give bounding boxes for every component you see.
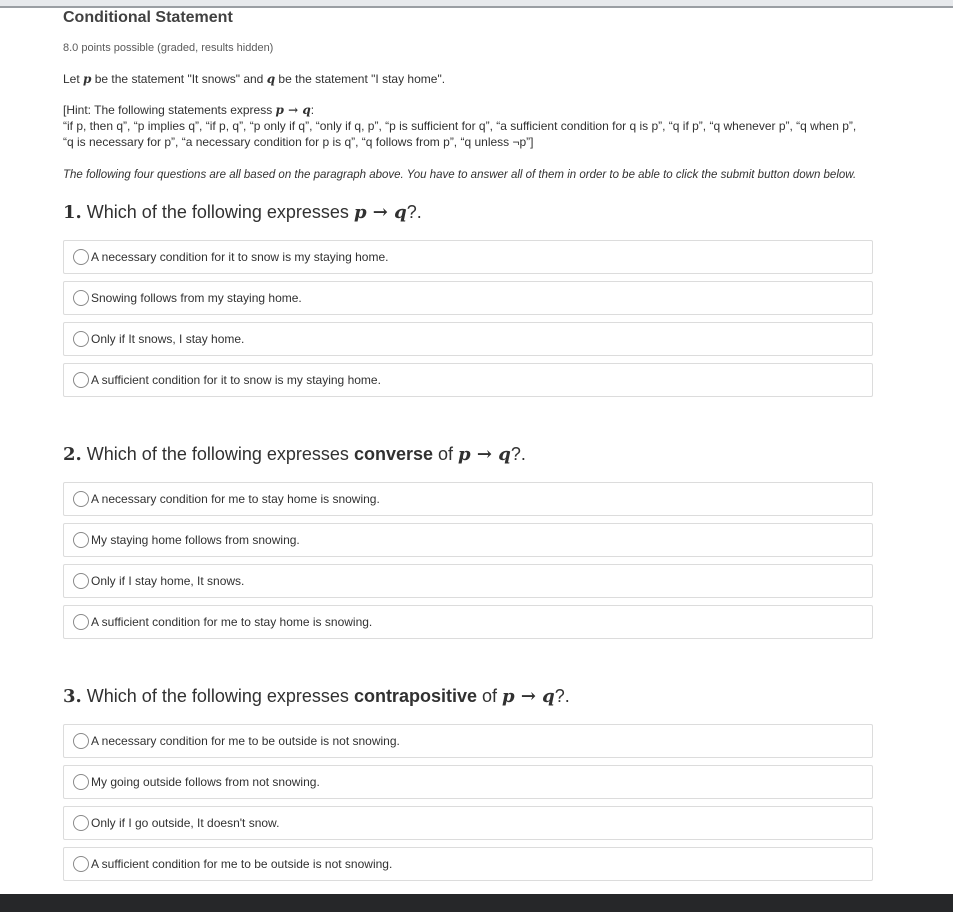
radio-button[interactable] [73,532,89,548]
choice-1c[interactable]: Only if It snows, I stay home. [63,322,873,356]
radio-button[interactable] [73,774,89,790]
problem-title: Conditional Statement [63,9,233,26]
problem-statement [63,71,873,87]
choice-1d[interactable]: A sufficient condition for it to snow is my staying home. [63,363,873,397]
question-3-prompt: 3. Which of the following expresses contrapositive of p → q?. [63,686,570,707]
hint-intro: [Hint: The following statements express p → q: [63,103,315,117]
radio-button[interactable] [73,856,89,872]
question-2 [63,442,873,639]
radio-button[interactable] [73,249,89,265]
choice-3b[interactable]: My going outside follows from not snowing. [63,765,873,799]
radio-button[interactable] [73,372,89,388]
choice-3c[interactable]: Only if I go outside, It doesn't snow. [63,806,873,840]
question-2-choices [63,482,873,639]
choice-3a[interactable]: A necessary condition for me to be outside is not snowing. [63,724,873,758]
choice-2d[interactable]: A sufficient condition for me to stay home is snowing. [63,605,873,639]
statement-text: Let [63,72,84,86]
expression: p → q [501,686,555,707]
points-info: 8.0 points possible (graded, results hidden) [63,42,274,54]
expression: p → q [353,202,407,223]
hint-block [63,102,873,150]
choice-1a[interactable]: A necessary condition for it to snow is my staying home. [63,240,873,274]
choice-2b[interactable]: My staying home follows from snowing. [63,523,873,557]
question-3 [63,684,873,881]
variable-p: p [83,72,92,86]
hint-expression: p → q [275,103,311,117]
expression: p → q [458,444,511,465]
statement-text: be the statement "It snows" and [91,72,267,86]
radio-button[interactable] [73,815,89,831]
choice-3d[interactable]: A sufficient condition for me to be outside is not snowing. [63,847,873,881]
radio-button[interactable] [73,733,89,749]
problem-container [63,6,873,888]
instructions: The following four questions are all based on the paragraph above. You have to answer all of them in order to be able to click the submit button down below. [63,169,857,181]
question-1-choices [63,240,873,397]
statement-text: be the statement "I stay home". [275,72,446,86]
radio-button[interactable] [73,331,89,347]
bottom-dark-bar [0,894,953,912]
question-3-choices [63,724,873,881]
variable-q: q [266,72,276,86]
radio-button[interactable] [73,491,89,507]
choice-2a[interactable]: A necessary condition for me to stay home is snowing. [63,482,873,516]
question-2-prompt: 2. Which of the following expresses converse of p → q?. [63,444,526,465]
radio-button[interactable] [73,290,89,306]
radio-button[interactable] [73,573,89,589]
choice-2c[interactable]: Only if I stay home, It snows. [63,564,873,598]
hint-line-1: “if p, then q”, “p implies q”, “if p, q”, “p only if q”, “only if q, p”, “p is sufficient for q”, “a sufficient condition for q is p”, “q if p”, “q whenever p”, “q when p”, [63,119,857,133]
question-1-prompt: 1. Which of the following expresses p → q?. [63,202,422,223]
choice-1b[interactable]: Snowing follows from my staying home. [63,281,873,315]
hint-line-2: “q is necessary for p”, “a necessary condition for p is q”, “q follows from p”, “q unless ¬p”] [63,135,534,149]
radio-button[interactable] [73,614,89,630]
question-1 [63,200,873,397]
